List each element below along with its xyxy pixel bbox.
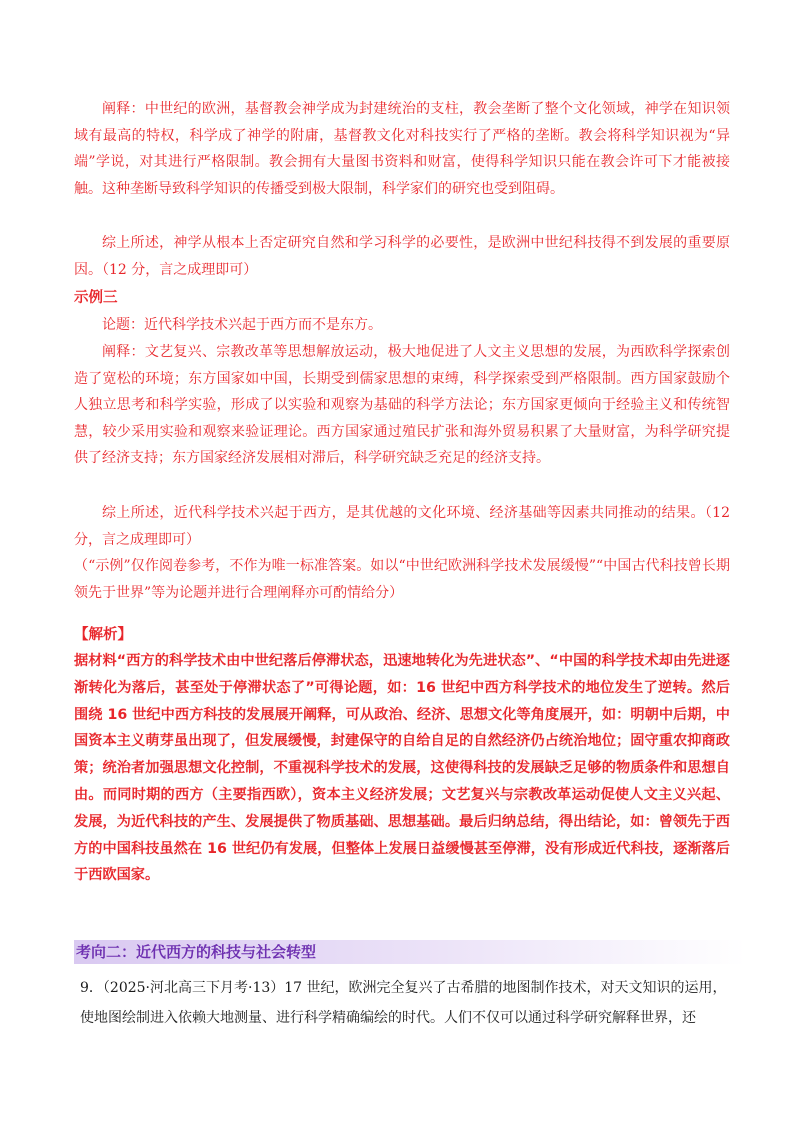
summary-paragraph-1: 综上所述，神学从根本上否定研究自然和学习科学的必要性，是欧洲中世纪科技得不到发展的重要原因。（12 分，言之成理即可） xyxy=(74,235,730,278)
question-9 xyxy=(80,973,732,1033)
explanation-paragraph-medieval: 阐释：中世纪的欧洲，基督教会神学成为封建统治的支柱，教会垄断了整个文化领域，神学在知识领域有最高的特权，科学成了神学的附庸，基督教文化对科技实行了严格的垄断。教会将科学知识视为“异端”学说，对其进行严格限制。教会拥有大量图书资料和财富，使得科学知识只能在教会许可下才能被接触。这种垄断导致科学知识的传播受到极大限制，科学家们的研究也受到阻碍。 xyxy=(74,101,730,197)
section-banner xyxy=(74,940,746,964)
example-3-heading: 示例三 xyxy=(74,290,118,306)
analysis-text: 据材料“西方的科学技术由中世纪落后停滞状态，迅速地转化为先进状态”、“中国的科学技术却由先进逐渐转化为落后，甚至处于停滞状态了”可得论题，如：16 世纪中西方科学技术的地位发生了逆转。然后围绕 16 世纪中西方科技的发展展开阐释，可从政治、经济、思想文化等角度展开，如：明朝中后期，中国资本主义萌芽虽出现了，但发展缓慢，封建保守的自给自足的自然经济仍占统治地位；固守重农抑商政策；统治者加强思想文化控制，不重视科学技术的发展，这使得科技的发展缺乏足够的物质条件和思想自由。而同时期的西方（主要指西欧），资本主义经济发展；文艺复兴与宗教改革运动促使人文主义兴起、发展，为近代科技的产生、发展提供了物质基础、思想基础。最后归纳总结，得出结论，如：曾领先于西方的中国科技虽然在 16 世纪仍有发展，但整体上发展日益缓慢甚至停滞，没有形成近代科技，逐渐落后于西欧国家。 xyxy=(74,653,730,884)
section-title: 考向二：近代西方的科技与社会转型 xyxy=(76,943,317,961)
analysis-label: 【解析】 xyxy=(74,627,132,643)
explanation-paragraph-example-3: 阐释：文艺复兴、宗教改革等思想解放运动，极大地促进了人文主义思想的发展，为西欧科学探索创造了宽松的环境；东方国家如中国，长期受到儒家思想的束缚，科学探索受到严格限制。西方国家鼓励个人独立思考和科学实验，形成了以实验和观察为基础的科学方法论；东方国家更倾向于经验主义和传统智慧，较少采用实验和观察来验证理论。西方国家通过殖民扩张和海外贸易积累了大量财富，为科学研究提供了经济支持；东方国家经济发展相对滞后，科学研究缺乏充足的经济支持。 xyxy=(74,344,730,466)
question-source: （2025·河北高三下月考·13） xyxy=(102,980,285,996)
question-number: 9． xyxy=(80,980,103,996)
thesis-paragraph: 论题：近代科学技术兴起于西方而不是东方。 xyxy=(102,317,382,333)
grading-note: （“示例”仅作阅卷参考，不作为唯一标准答案。如以“中世纪欧洲科学技术发展缓慢”“中国古代科技曾长期领先于世界”等为论题并进行合理阐释亦可酌情给分） xyxy=(74,558,730,601)
question-text: 17 世纪，欧洲完全复兴了古希腊的地图制作技术，对天文知识的运用，使地图绘制进入依赖大地测量、进行科学精确编绘的时代。人们不仅可以通过科学研究解释世界，还 xyxy=(80,980,727,1026)
summary-paragraph-2: 综上所述，近代科学技术兴起于西方，是其优越的文化环境、经济基础等因素共同推动的结果。（12 分，言之成理即可） xyxy=(74,505,730,548)
